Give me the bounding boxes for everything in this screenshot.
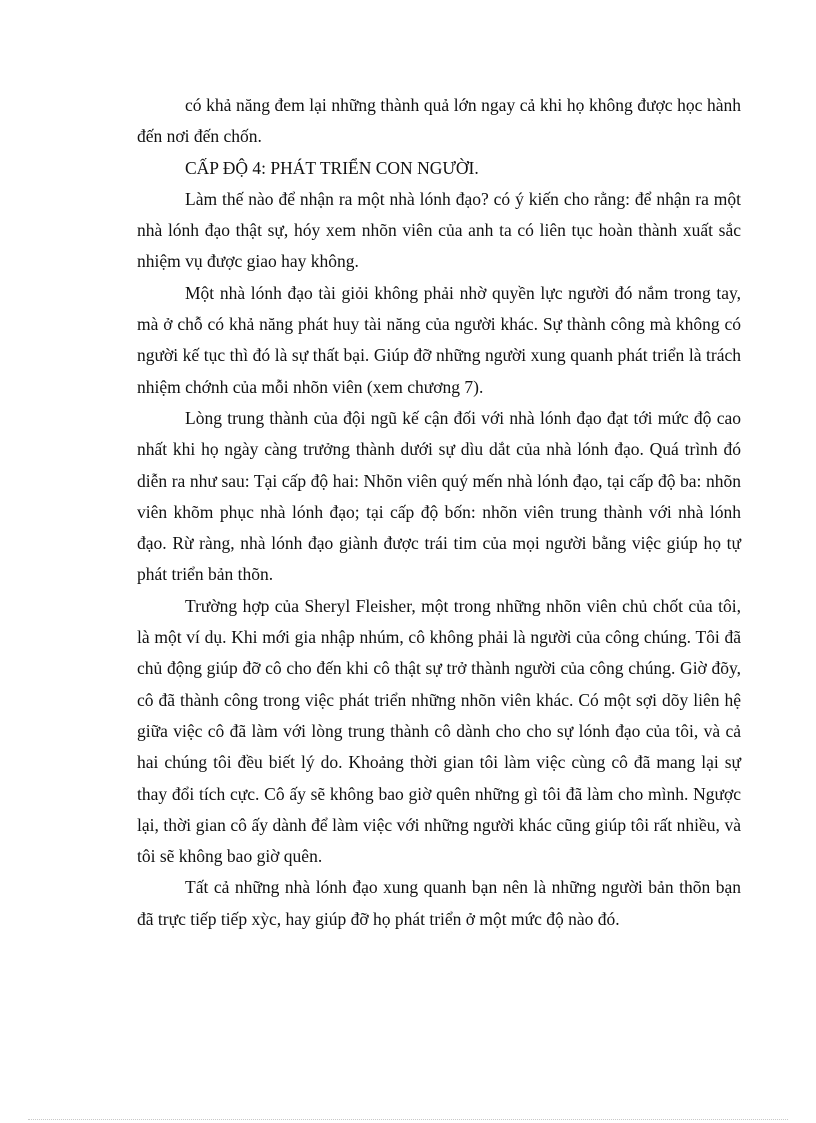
document-body — [137, 90, 741, 935]
paragraph: Lòng trung thành của đội ngũ kế cận đối với nhà lónh đạo đạt tới mức độ cao nhất khi họ ngày càng trưởng thành dưới sự dìu dắt của nhà lónh đạo. Quá trình đó diễn ra như sau: Tại cấp độ hai: Nhõn viên quý mến nhà lónh đạo, tại cấp độ ba: nhõn viên khõm phục nhà lónh đạo; tại cấp độ bốn: nhõn viên trung thành với nhà lónh đạo. Rừ ràng, nhà lónh đạo giành được trái tim của mọi người bằng việc giúp họ tự phát triển bản thõn. — [137, 407, 741, 585]
paragraph: Tất cả những nhà lónh đạo xung quanh bạn nên là những người bản thõn bạn đã trực tiếp tiếp xỳc, hay giúp đỡ họ phát triển ở một mức độ nào đó. — [137, 877, 741, 929]
page-bottom-divider — [28, 1119, 788, 1120]
paragraph: Trường hợp của Sheryl Fleisher, một trong những nhõn viên chủ chốt của tôi, là một ví dụ. Khi mới gia nhập nhúm, cô không phải là người của công chúng. Tôi đã chủ động giúp đỡ cô cho đến khi cô thật sự trở thành người của công chúng. Giờ đõy, cô đã thành công trong việc phát triển những nhõn viên khác. Có một sợi dõy liên hệ giữa việc cô đã làm với lòng trung thành cô dành cho cho sự lónh đạo của tôi, và cả hai chúng tôi đều biết lý do. Khoảng thời gian tôi làm việc cùng cô đã mang lại sự thay đổi tích cực. Cô ấy sẽ không bao giờ quên những gì tôi đã làm cho mình. Ngược lại, thời gian cô ấy dành để làm việc với những người khác cũng giúp tôi rất nhiều, và tôi sẽ không bao giờ quên. — [137, 595, 741, 867]
paragraph-continuation: có khả năng đem lại những thành quả lớn ngay cả khi họ không được học hành đến nơi đến chốn. — [137, 95, 741, 147]
section-heading: CẤP ĐỘ 4: PHÁT TRIỂN CON NGƯỜI. — [185, 157, 479, 178]
paragraph: Một nhà lónh đạo tài giỏi không phải nhờ quyền lực người đó nắm trong tay, mà ở chỗ có khả năng phát huy tài năng của người khác. Sự thành công mà không có người kế tục thì đó là sự thất bại. Giúp đỡ những người xung quanh phát triển là trách nhiệm chớnh của mỗi nhõn viên (xem chương 7). — [137, 282, 741, 397]
paragraph: Làm thế nào để nhận ra một nhà lónh đạo? có ý kiến cho rằng: để nhận ra một nhà lónh đạo thật sự, hóy xem nhõn viên của anh ta có liên tục hoàn thành xuất sắc nhiệm vụ được giao hay không. — [137, 188, 741, 272]
